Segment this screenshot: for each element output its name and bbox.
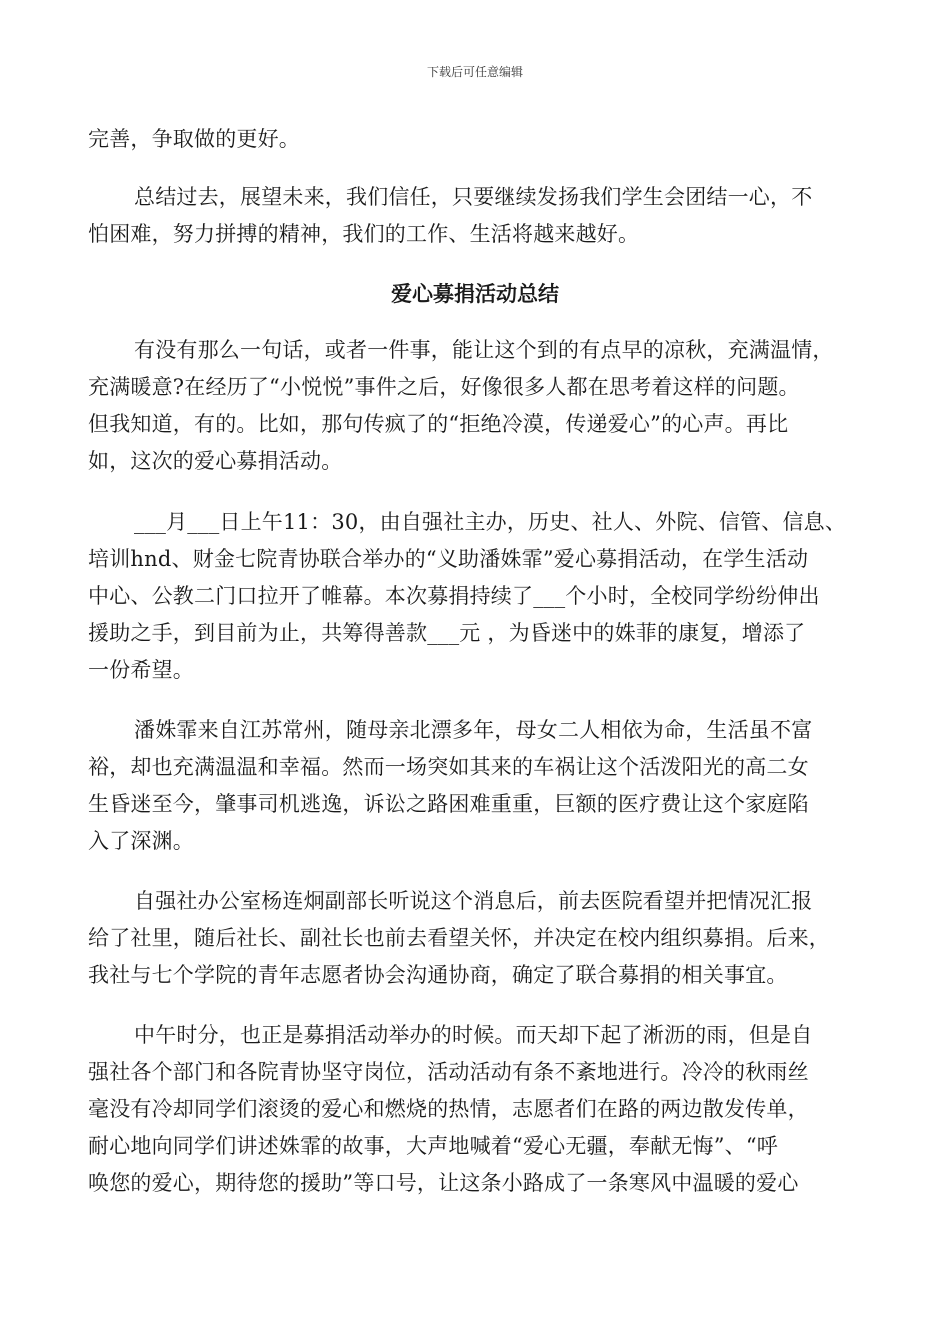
body-text-line: 充满暖意?在经历了“小悦悦”事件之后，好像很多人都在思考着这样的问题。: [88, 375, 800, 399]
body-text-line: 完善，争取做的更好。: [88, 127, 300, 151]
page-header-note: 下载后可任意编辑: [426, 65, 523, 79]
body-text-line: 自强社办公室杨连炯副部长听说这个消息后，前去医院看望并把情况汇报: [134, 889, 813, 913]
body-text-line: 强社各个部门和各院青协坚守岗位，活动活动有条不紊地进行。冷冷的秋雨丝: [88, 1060, 809, 1084]
body-text-line: 耐心地向同学们讲述姝霏的故事，大声地喊着“爱心无疆，奉献无悔”、“呼: [88, 1134, 779, 1158]
body-text-line: 唤您的爱心，期待您的援助”等口号，让这条小路成了一条寒风中温暖的爱心: [88, 1171, 799, 1195]
body-text-line: 我社与七个学院的青年志愿者协会沟通协商，确定了联合募捐的相关事宜。: [88, 963, 788, 987]
section-title: 爱心募捐活动总结: [391, 281, 559, 306]
body-text-line: ___月___日上午11：30，由自强社主办，历史、社人、外院、信管、信息、: [134, 510, 847, 534]
body-text-line: 给了社里，随后社长、副社长也前去看望关怀，并决定在校内组织募捐。后来，: [88, 926, 830, 950]
body-text-line: 总结过去，展望未来，我们信任，只要继续发扬我们学生会团结一心，不: [134, 185, 813, 209]
body-text-line: 援助之手，到目前为止，共筹得善款___元 ，为昏迷中的姝菲的康复，增添了: [88, 621, 806, 645]
body-text-line: 生昏迷至今，肇事司机逃逸，诉讼之路困难重重，巨额的医疗费让这个家庭陷: [88, 792, 809, 816]
body-text-line: 入了深渊。: [88, 829, 194, 853]
body-text-line: 中心、公教二门口拉开了帷幕。本次募捐持续了___个小时，全校同学纷纷伸出: [88, 584, 820, 608]
body-text-line: 但我知道，有的。比如，那句传疯了的“拒绝冷漠，传递爱心”的心声。再比: [88, 412, 789, 436]
body-text-line: 如，这次的爱心募捐活动。: [88, 449, 343, 473]
body-text-line: 中午时分，也正是募捐活动举办的时候。而天却下起了淅沥的雨，但是自: [134, 1023, 813, 1047]
body-text-line: 有没有那么一句话，或者一件事，能让这个到的有点早的凉秋，充满温情，: [134, 338, 834, 362]
body-text-line: 裕，却也充满温温和幸福。然而一场突如其来的车祸让这个活泼阳光的高二女: [88, 755, 809, 779]
body-text-line: 培训hnd、财金七院青协联合举办的“义助潘姝霏”爱心募捐活动，在学生活动: [88, 547, 809, 571]
body-text-line: 毫没有冷却同学们滚烫的爱心和燃烧的热情，志愿者们在路的两边散发传单，: [88, 1097, 809, 1121]
body-text-line: 潘姝霏来自江苏常州，随母亲北漂多年，母女二人相依为命，生活虽不富: [134, 718, 813, 742]
body-text-line: 怕困难，努力拼搏的精神，我们的工作、生活将越来越好。: [88, 222, 640, 246]
body-text-line: 一份希望。: [88, 658, 194, 682]
